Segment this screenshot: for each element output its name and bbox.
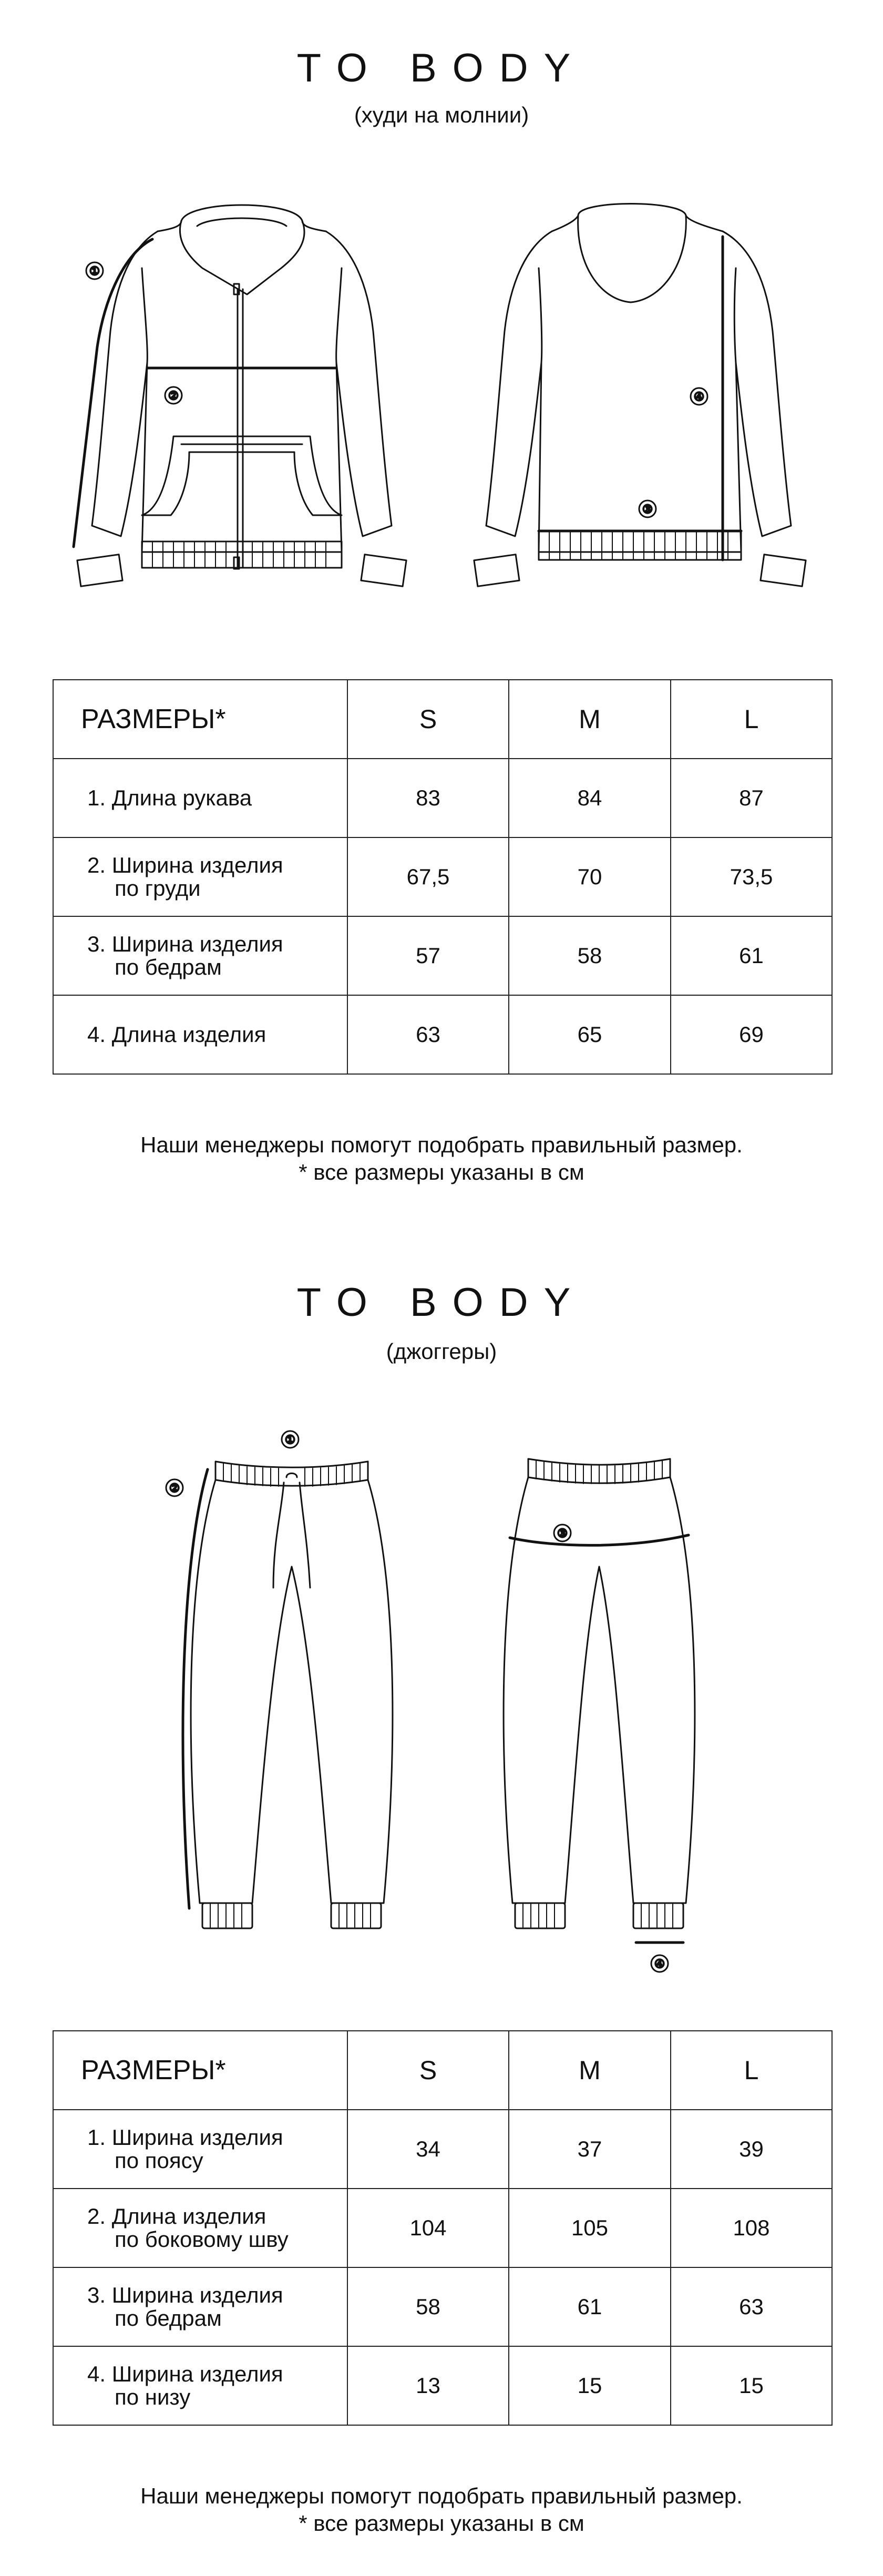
table-row bbox=[53, 2189, 832, 2267]
svg-text:②: ② bbox=[169, 1481, 180, 1495]
table-row bbox=[53, 2110, 832, 2189]
hoodie-back-drawing bbox=[474, 204, 806, 587]
cell-value: 15 bbox=[671, 2346, 832, 2425]
hoodie-front-drawing bbox=[74, 205, 406, 586]
table-header-sizes: РАЗМЕРЫ* bbox=[53, 2031, 347, 2110]
cell-value: 61 bbox=[671, 916, 832, 995]
row-label: 2. Длина изделия по боковому шву bbox=[53, 2189, 347, 2267]
cell-value: 87 bbox=[671, 759, 832, 837]
table-row bbox=[53, 759, 832, 837]
joggers-note-line2: * все размеры указаны в см bbox=[299, 2511, 584, 2536]
cell-value: 63 bbox=[347, 995, 509, 1074]
table-header-s: S bbox=[347, 680, 509, 759]
joggers-marker-3 bbox=[554, 1525, 571, 1541]
table-header-row bbox=[53, 2031, 832, 2110]
cell-value: 67,5 bbox=[347, 837, 509, 916]
cell-value: 58 bbox=[509, 916, 671, 995]
joggers-note bbox=[0, 2482, 883, 2537]
cell-value: 63 bbox=[671, 2267, 832, 2346]
cell-value: 70 bbox=[509, 837, 671, 916]
table-row bbox=[53, 2346, 832, 2425]
hoodie-brand-title: TO BODY bbox=[296, 46, 587, 90]
table-header-m: M bbox=[509, 2031, 671, 2110]
cell-value: 58 bbox=[347, 2267, 509, 2346]
cell-value: 61 bbox=[509, 2267, 671, 2346]
table-row bbox=[53, 837, 832, 916]
row-label: 3. Ширина изделия по бедрам bbox=[53, 2267, 347, 2346]
hoodie-note-line1: Наши менеджеры помогут подобрать правильный размер. bbox=[140, 1132, 743, 1157]
cell-value: 108 bbox=[671, 2189, 832, 2267]
cell-value: 37 bbox=[509, 2110, 671, 2189]
joggers-illustration bbox=[0, 1409, 883, 1977]
cell-value: 83 bbox=[347, 759, 509, 837]
cell-value: 13 bbox=[347, 2346, 509, 2425]
row-label: 3. Ширина изделия по бедрам bbox=[53, 916, 347, 995]
hoodie-size-table bbox=[53, 679, 833, 1075]
cell-value: 39 bbox=[671, 2110, 832, 2189]
svg-text:①: ① bbox=[89, 264, 100, 278]
cell-value: 84 bbox=[509, 759, 671, 837]
joggers-marker-1 bbox=[282, 1431, 299, 1448]
hoodie-marker-1 bbox=[86, 262, 103, 279]
row-label: 1. Ширина изделия по поясу bbox=[53, 2110, 347, 2189]
table-row bbox=[53, 916, 832, 995]
joggers-marker-4 bbox=[651, 1955, 668, 1972]
cell-value: 15 bbox=[509, 2346, 671, 2425]
svg-text:④: ④ bbox=[694, 390, 704, 403]
cell-value: 65 bbox=[509, 995, 671, 1074]
hoodie-note-line2: * все размеры указаны в см bbox=[299, 1160, 584, 1184]
cell-value: 104 bbox=[347, 2189, 509, 2267]
svg-text:③: ③ bbox=[557, 1527, 568, 1540]
table-header-row bbox=[53, 680, 832, 759]
hoodie-note bbox=[0, 1131, 883, 1186]
joggers-note-line1: Наши менеджеры помогут подобрать правильный размер. bbox=[140, 2483, 743, 2508]
svg-text:③: ③ bbox=[642, 503, 653, 516]
svg-text:①: ① bbox=[285, 1433, 295, 1446]
hoodie-marker-3 bbox=[639, 500, 656, 517]
hoodie-marker-4 bbox=[691, 388, 707, 405]
cell-value: 69 bbox=[671, 995, 832, 1074]
cell-value: 34 bbox=[347, 2110, 509, 2189]
row-label: 4. Ширина изделия по низу bbox=[53, 2346, 347, 2425]
hoodie-illustration bbox=[0, 189, 883, 610]
table-row bbox=[53, 2267, 832, 2346]
joggers-brand-title: TO BODY bbox=[296, 1280, 587, 1325]
table-row bbox=[53, 995, 832, 1074]
joggers-front-drawing bbox=[183, 1461, 393, 1928]
cell-value: 105 bbox=[509, 2189, 671, 2267]
table-header-l: L bbox=[671, 680, 832, 759]
row-label: 2. Ширина изделия по груди bbox=[53, 837, 347, 916]
row-label: 4. Длина изделия bbox=[53, 995, 347, 1074]
row-label: 1. Длина рукава bbox=[53, 759, 347, 837]
joggers-subtitle: (джоггеры) bbox=[386, 1339, 497, 1364]
svg-text:②: ② bbox=[168, 389, 179, 402]
table-header-sizes: РАЗМЕРЫ* bbox=[53, 680, 347, 759]
joggers-back-drawing bbox=[504, 1459, 695, 1943]
joggers-marker-2 bbox=[166, 1479, 183, 1496]
cell-value: 57 bbox=[347, 916, 509, 995]
svg-text:④: ④ bbox=[654, 1957, 665, 1970]
cell-value: 73,5 bbox=[671, 837, 832, 916]
joggers-size-table bbox=[53, 2030, 833, 2426]
table-header-m: M bbox=[509, 680, 671, 759]
hoodie-subtitle: (худи на молнии) bbox=[354, 103, 529, 127]
hoodie-marker-2 bbox=[165, 387, 182, 404]
table-header-l: L bbox=[671, 2031, 832, 2110]
table-header-s: S bbox=[347, 2031, 509, 2110]
